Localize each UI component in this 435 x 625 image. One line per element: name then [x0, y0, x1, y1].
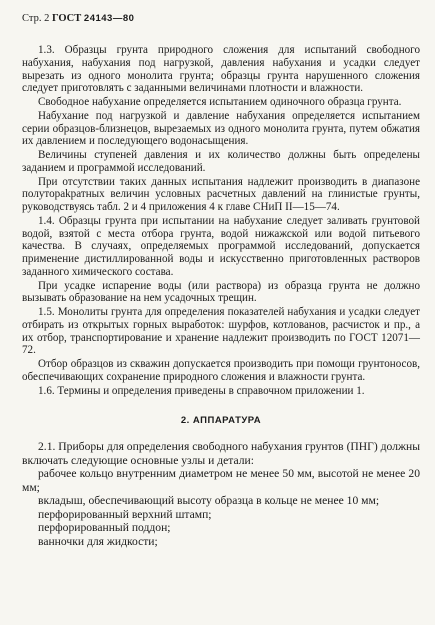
paragraph-1-3: 1.3. Образцы грунта природного сложения для испытаний свободного набухания, набухания под нагрузкой, давления набухания и усадки следует вырезать из одного монолита грунта; образцы грунта нарушенного сложения следует приготовлять с заданными величинами плотности и влажности. [22, 44, 420, 95]
paragraph-1-6: 1.6. Термины и определения приведены в справочном приложении 1. [38, 384, 365, 397]
gost-label: ГОСТ [51, 13, 82, 24]
standard-number: 24143—80 [83, 13, 135, 24]
paragraph: При усадке испарение воды (или раствора) из образца грунта не должно вызывать образование на нем усадочных трещин. [22, 279, 420, 305]
paragraph: Отбор образцов из скважин допускается производить при помощи грунтоносов, обеспечивающих сохранение природного сложения и влажности грунта. [22, 358, 420, 383]
paragraph-1-4: 1.4. Образцы грунта при испытании на набухание следует заливать грунтовой водой, взятой с места отбора грунта, водой нижажской или водой питьевого качества. В случаях, определяемых программой исследований, допускается применение дистиллированной воды и искусственно приготовленных растворов заданного химического состава. [22, 214, 420, 278]
section-title: 2. АППАРАТУРА [180, 415, 262, 427]
list-item: ванночки для жидкости; [38, 534, 158, 548]
apparatus-list [22, 440, 420, 548]
list-item: перфорированный верхний штамп; [38, 507, 212, 521]
page-label: Стр. 2 [22, 13, 50, 24]
paragraph: Величины ступеней давления и их количество должны быть определены заданием и программой исследований. [22, 149, 420, 174]
paragraph-1-5: 1.5. Монолиты грунта для определения показателей набухания и усадки следует отбирать из открытых горных выработок: шурфов, котлованов, расчисток и пр., а их отбор, транспортирование и хранение надлежит производить по ГОСТ 12071—72. [22, 306, 420, 357]
paragraph: Набухание под нагрузкой и давление набухания определяется испытанием серии образцов-близнецов, вырезаемых из одного монолита грунта, путем обжатия их давлением и последующего водонасыщения. [22, 109, 420, 148]
page-header [22, 13, 134, 24]
list-item: рабочее кольцо внутренним диаметром не менее 50 мм, высотой не менее 20 мм; [22, 467, 420, 494]
list-item: вкладыш, обеспечивающий высоту образца в кольце не менее 10 мм; [38, 494, 380, 507]
paragraph-2-1: 2.1. Приборы для определения свободного набухания грунтов (ПНГ) должны включать следующие основные узлы и детали: [22, 440, 420, 467]
list-item: перфорированный поддон; [38, 521, 171, 534]
document-body [22, 44, 420, 548]
paragraph: Свободное набухание определяется испытанием одиночного образца грунта. [38, 96, 402, 108]
paragraph: При отсутствии таких данных испытания надлежит производить в диапазоне полутораkратных величин условных расчетных давлений на глинистые грунты, руководствуясь табл. 2 и 4 приложения 4 к главе СНиП II—15—74. [22, 175, 420, 213]
